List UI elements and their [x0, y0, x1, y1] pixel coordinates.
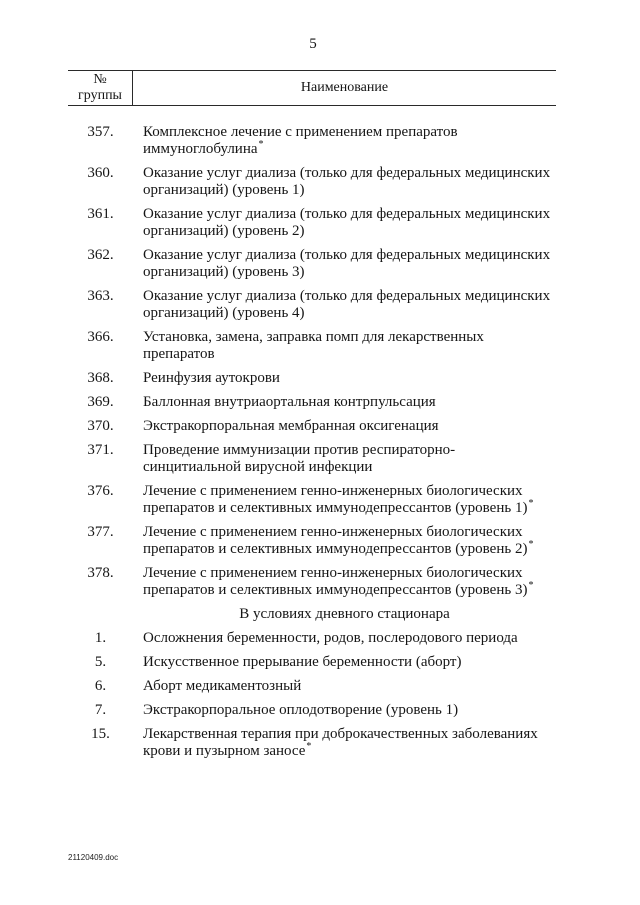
- row-name: Оказание услуг диализа (только для федеральных медицинских организаций) (уровень 4): [143, 288, 551, 321]
- header-name-label: Наименование: [300, 80, 389, 95]
- row-name-cell: [133, 442, 455, 476]
- row-name-cell: [133, 630, 518, 647]
- footer-file-name: 21120409.doc: [68, 853, 119, 862]
- row-name: Реинфузия аутокрови: [143, 370, 280, 386]
- row-name: Лекарственная терапия при доброкачественных заболеваниях крови и пузырном заносе: [143, 726, 538, 759]
- header-number-cell: [68, 71, 133, 105]
- row-group-number: 7.: [94, 702, 107, 718]
- header-number-symbol: №: [93, 72, 107, 87]
- table-row: [68, 442, 556, 483]
- row-group-number: 377.: [87, 524, 114, 540]
- footnote-mark: *: [528, 580, 534, 591]
- row-name: Оказание услуг диализа (только для федеральных медицинских организаций) (уровень 2): [143, 206, 551, 239]
- row-name-cell: [133, 329, 484, 363]
- table-row: [68, 247, 556, 288]
- table-row: [68, 565, 556, 606]
- row-name-cell: [133, 206, 550, 240]
- table-row: [68, 654, 556, 678]
- row-name-cell: [133, 565, 533, 599]
- row-group-number: 6.: [94, 678, 107, 694]
- row-group-number: 360.: [87, 165, 114, 181]
- row-group-number: 370.: [87, 418, 114, 434]
- row-name: Экстракорпоральная мембранная оксигенация: [143, 418, 439, 434]
- row-name: Лечение с применением генно-инженерных биологических препаратов и селективных иммунодепрессантов (уровень 1): [143, 483, 528, 516]
- footnote-mark: *: [258, 139, 264, 150]
- table-row: [68, 678, 556, 702]
- row-name-cell: [133, 124, 458, 158]
- footnote-mark: *: [528, 539, 534, 550]
- row-name-cell: [133, 370, 280, 387]
- table-body: [68, 124, 556, 767]
- row-name-cell: [133, 654, 461, 671]
- row-name-cell: [133, 394, 436, 411]
- row-group-number: 363.: [87, 288, 114, 304]
- row-group-number: 357.: [87, 124, 114, 140]
- row-name: Оказание услуг диализа (только для федеральных медицинских организаций) (уровень 1): [143, 165, 551, 198]
- row-name: Проведение иммунизации против респираторно- синцитиальной вирусной инфекции: [143, 442, 456, 475]
- row-name: Лечение с применением генно-инженерных биологических препаратов и селективных иммунодепрессантов (уровень 2): [143, 524, 528, 557]
- table-row: [68, 483, 556, 524]
- row-name-cell: [133, 702, 458, 719]
- row-name: Осложнения беременности, родов, послеродового периода: [143, 630, 518, 646]
- row-name: Аборт медикаментозный: [143, 678, 302, 694]
- footnote-mark: *: [306, 741, 312, 752]
- table-row: [68, 630, 556, 654]
- row-name-cell: [133, 247, 550, 281]
- row-name-cell: [133, 165, 550, 199]
- section-heading: В условиях дневного стационара: [239, 606, 450, 622]
- row-name-cell: [133, 524, 533, 558]
- table-row: [68, 702, 556, 726]
- row-group-number: 5.: [94, 654, 107, 670]
- table-row: [68, 726, 556, 767]
- table-row: [68, 206, 556, 247]
- row-group-number: 15.: [91, 726, 110, 742]
- page-number: 5: [309, 36, 317, 52]
- row-name-cell: [133, 483, 533, 517]
- row-name: Комплексное лечение с применением препаратов иммуноглобулина: [143, 124, 458, 157]
- table-row: [68, 524, 556, 565]
- header-name-cell: [133, 71, 556, 105]
- table-row: [68, 370, 556, 394]
- row-group-number: 361.: [87, 206, 114, 222]
- header-number-label: группы: [78, 88, 122, 103]
- row-name-cell: [133, 726, 538, 760]
- table-row: [68, 329, 556, 370]
- footnote-mark: *: [528, 498, 534, 509]
- row-group-number: 369.: [87, 394, 114, 410]
- table-header: [68, 70, 556, 106]
- row-group-number: 371.: [87, 442, 114, 458]
- row-group-number: 362.: [87, 247, 114, 263]
- row-name: Искусственное прерывание беременности (аборт): [143, 654, 462, 670]
- row-group-number: 1.: [94, 630, 107, 646]
- table-row: [68, 418, 556, 442]
- table-row: [68, 165, 556, 206]
- row-name: Лечение с применением генно-инженерных биологических препаратов и селективных иммунодепрессантов (уровень 3): [143, 565, 528, 598]
- table-row: [68, 288, 556, 329]
- table-row: [68, 124, 556, 165]
- row-group-number: 376.: [87, 483, 114, 499]
- row-name-cell: [133, 288, 550, 322]
- table-row: [68, 394, 556, 418]
- row-group-number: 378.: [87, 565, 114, 581]
- row-name: Баллонная внутриаортальная контрпульсация: [143, 394, 436, 410]
- row-name: Экстракорпоральное оплодотворение (уровень 1): [143, 702, 459, 718]
- row-name: Установка, замена, заправка помп для лекарственных препаратов: [143, 329, 484, 362]
- row-name: Оказание услуг диализа (только для федеральных медицинских организаций) (уровень 3): [143, 247, 551, 280]
- row-name-cell: [133, 678, 301, 695]
- row-group-number: 366.: [87, 329, 114, 345]
- row-group-number: 368.: [87, 370, 114, 386]
- row-name-cell: [133, 418, 439, 435]
